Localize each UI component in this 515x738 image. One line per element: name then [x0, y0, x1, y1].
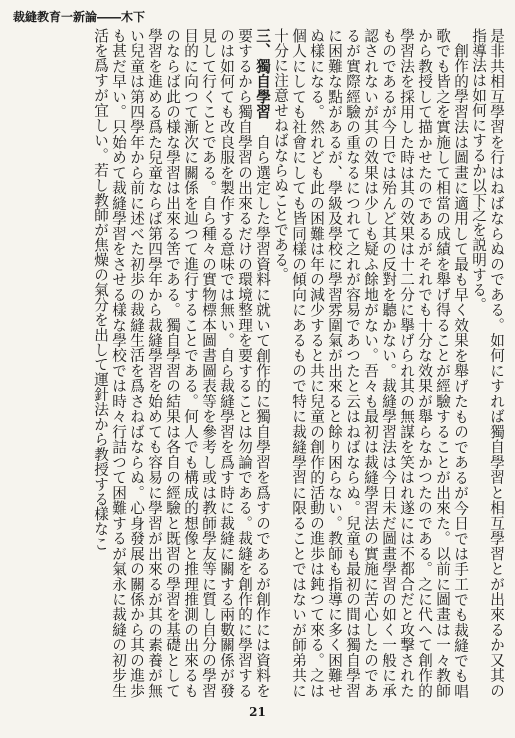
section-heading: 三、獨自學習: [254, 28, 271, 120]
page-number: 21: [249, 705, 266, 719]
body-text: [10, 28, 505, 698]
paragraph-independent-study: [91, 28, 271, 698]
paragraph-creative-learning: 創作的學習法は圖畫に適用して最も早く效果を舉げたものであるが今日では手工でも裁縫でも唱歌でも皆之を實施して相當の成績を舉げ得ることが經驗することが出來た。以前に圖畫は一々教師から教授して描かせたのであるがそれでも十分な效果が舉らなかつたのである。之に代へて創作的學習法を採用した時は其の效果は十二分に擧げられ其の無謀を笑はれ遂には不都合だと攻撃されたものであるが今日では殆んど其の反對を聽かない。裁縫學習法は今日未だ圖畫學習の如く一般に承認されないが其の效果は少しも疑ふ餘地がない。吾々も最初は裁縫學習法の實施に苦心したのであるが實際經驗の重なるにつれて之れが容易であつたと云はねばならぬ。兒童も最初の間は獨自學習に困難な點があるが、學級及學校に學習雰圍氣が出來ると餘り困らない。教師も指導に多く困難せぬ樣になる。然れども此の困難は年の減少すると共に兒童の創作的活動の進歩は鈍つて來る。之は個人にしても社會にしても皆同樣の傾向にあるもので特に裁縫學習に限ることではないが師弟共に十分に注意せねばならぬことである。: [272, 28, 469, 698]
running-head: 裁縫教育一新論――木下: [13, 10, 146, 24]
paragraph-intro: 是非共相互學習を行はねばならぬのである。如何にすれば獨自學習と相互學習とが出來るか又其の指導法は如何にするか以下之を説明する。: [470, 28, 505, 698]
section-body: 自ら選定した學習資料に就いて創作的に獨自學習を爲すのであるが創作には資料を要するから獨自學習の出來るだけの環境整理を要することは勿論である。裁縫を創作的に學習するのは如何ても改良服を製作する意味では無い。自ら裁縫學習を爲す時に裁縫に關する兩數關係が發見して行くことである。自ら種々の實物標本圖書圖表等を參考し或は教師學友等に質し自分の學習目的に向つて漸次に關係を辿つて進行することである。何人でも構成的想像と推理推測の出來るものならば此の様な學習は出來る筈である。獨自學習の結果は各自の經驗と既習の學習を基礎として學習を進める爲た兒童ならば第四學年から裁縫學習を始めても容易に學習が出來るが其の素養が無い兒童は第四學年から前に述べた初歩の裁縫生活を爲さねばならぬ。心身發展の關係から其の進歩も甚だ早い。只始めて裁縫學習をさせる樣な學校では時々行詰つて困難するが氣永に裁縫の初步生活を爲すが宜しい。若し教師が焦燥の氣分を出して運針法から教授する樣なこ: [92, 28, 271, 698]
